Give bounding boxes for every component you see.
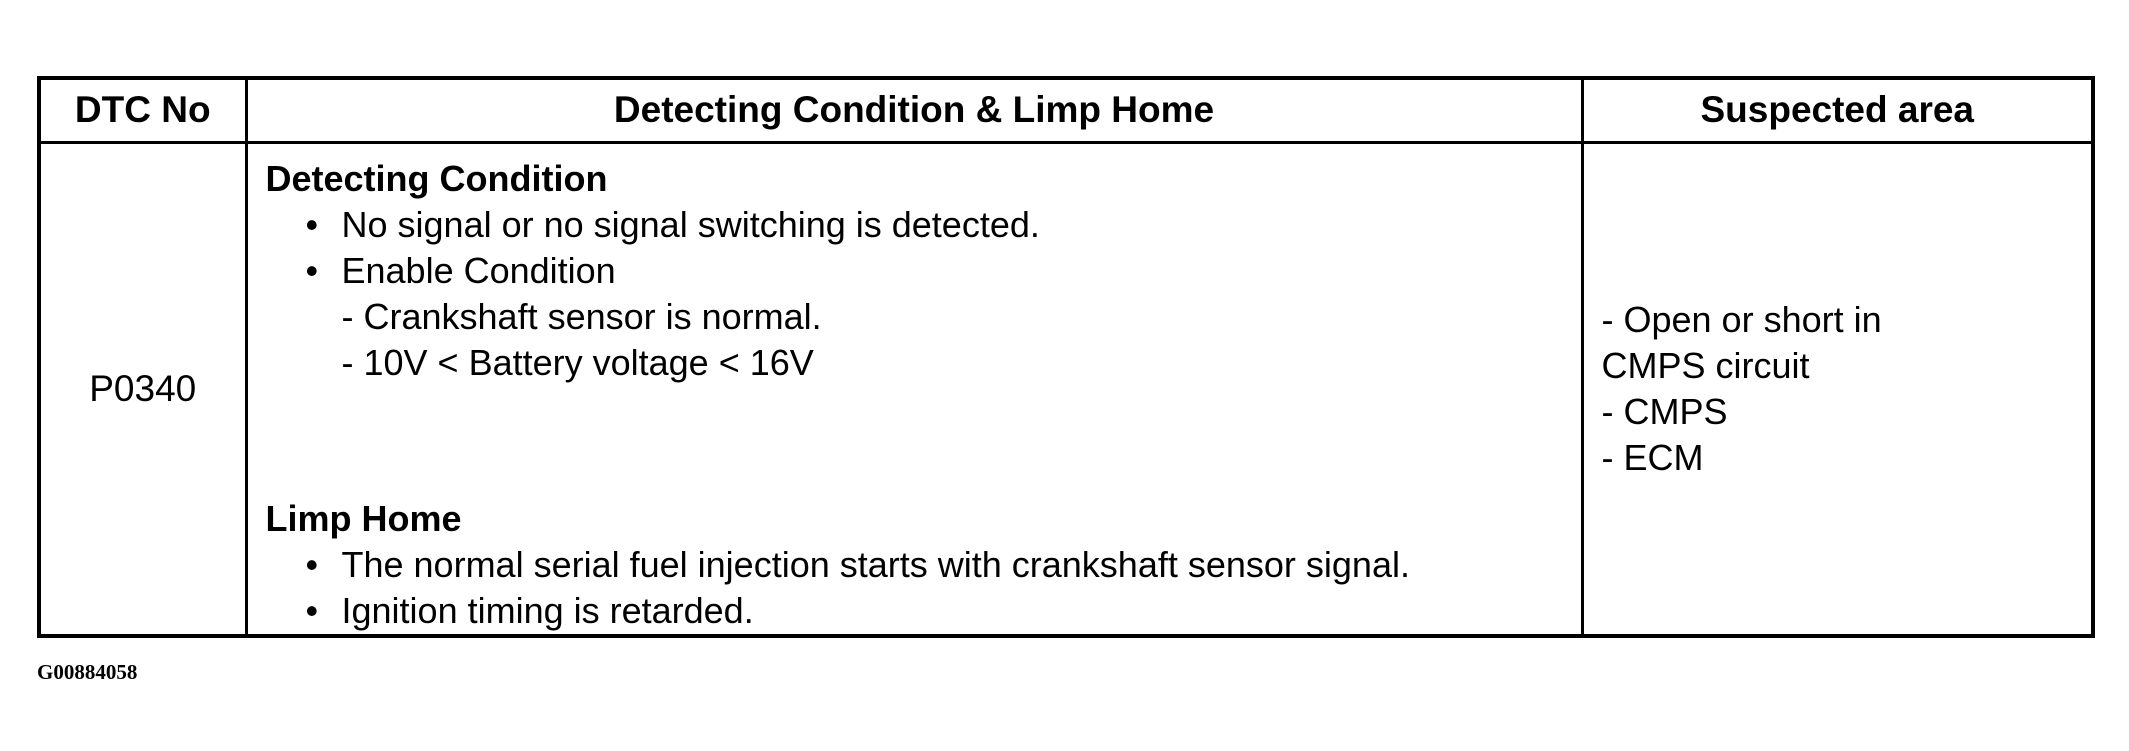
- dtc-code-cell: P0340: [39, 142, 246, 636]
- table-row: [39, 142, 2093, 636]
- sub-list-item: - 10V < Battery voltage < 16V: [341, 341, 814, 383]
- limp-home-heading: Limp Home: [265, 497, 462, 539]
- bullet-icon: •: [305, 249, 319, 291]
- detecting-bullet-list: [266, 202, 1581, 294]
- bullet-icon: •: [305, 589, 319, 631]
- detecting-condition-heading: Detecting Condition: [265, 157, 608, 199]
- bullet-icon: •: [305, 543, 319, 585]
- limp-home-bullet-list: [266, 542, 1581, 634]
- header-row: [39, 78, 2093, 142]
- dtc-table: [37, 76, 2095, 638]
- condition-cell: [246, 142, 1582, 636]
- figure-id: G00884058: [37, 660, 138, 684]
- list-item: • The normal serial fuel injection starts with crankshaft sensor signal.: [306, 542, 1581, 588]
- suspected-area-cell: [1582, 142, 2093, 636]
- sub-list-item: - Crankshaft sensor is normal.: [341, 295, 822, 337]
- header-detecting-condition: Detecting Condition & Limp Home: [246, 78, 1582, 142]
- bullet-icon: •: [305, 203, 319, 245]
- list-item: • Enable Condition: [306, 248, 1581, 294]
- suspected-area-line: - CMPS: [1601, 390, 1728, 432]
- suspected-area-line: - ECM: [1601, 436, 1704, 478]
- list-item: • Ignition timing is retarded.: [306, 588, 1581, 634]
- suspected-area-line: CMPS circuit: [1601, 344, 1810, 386]
- header-suspected-area: Suspected area: [1582, 78, 2093, 142]
- spacer: [266, 386, 1581, 496]
- enable-condition-sub-list: [266, 294, 1581, 386]
- suspected-area-line: - Open or short in: [1601, 298, 1882, 340]
- header-dtc-no: DTC No: [39, 78, 246, 142]
- list-item: • No signal or no signal switching is detected.: [306, 202, 1581, 248]
